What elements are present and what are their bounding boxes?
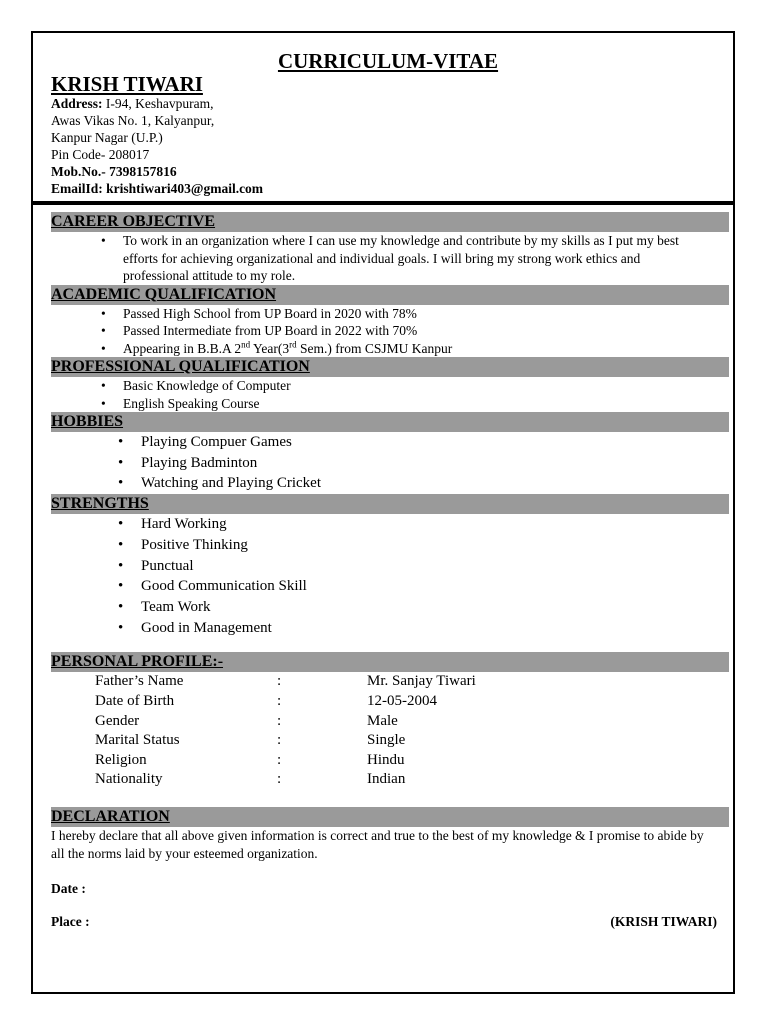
profile-separator: :: [277, 732, 282, 749]
email-id: EmailId: krishtiwari403@gmail.com: [51, 181, 264, 196]
personal-profile-table: [95, 672, 725, 790]
academic-list: [51, 305, 725, 358]
place-label: Place :: [51, 913, 90, 929]
document-title: CURRICULUM-VITAE: [277, 49, 499, 73]
header-divider: [33, 201, 733, 205]
profile-row: [95, 692, 725, 712]
list-item: • Good Communication Skill: [51, 576, 725, 597]
profile-label: Religion: [95, 751, 147, 768]
profile-label: Father’s Name: [95, 673, 184, 690]
mobile-number: Mob.No.- 7398157816: [51, 164, 177, 179]
profile-row: [95, 770, 725, 790]
item-text: Year(3: [250, 340, 290, 356]
pin-code: Pin Code- 208017: [51, 147, 150, 162]
declaration-text: I hereby declare that all above given information is correct and true to the best of my knowledge & I promise to abide by all the norms laid by your esteemed organization.: [51, 827, 704, 861]
profile-value: Mr. Sanjay Tiwari: [367, 673, 476, 690]
list-item: • English Speaking Course: [51, 395, 725, 413]
profile-label: Nationality: [95, 771, 163, 788]
list-item: • Passed Intermediate from UP Board in 2022 with 70%: [51, 322, 725, 340]
profile-separator: :: [277, 751, 282, 768]
address-text: I-94, Keshavpuram,: [102, 96, 214, 111]
section-heading-declaration: DECLARATION: [51, 807, 729, 827]
section-heading-hobbies: HOBBIES: [51, 412, 729, 432]
profile-separator: :: [277, 692, 282, 709]
resume-content: [51, 33, 725, 930]
section-heading-academic: ACADEMIC QUALIFICATION: [51, 285, 729, 305]
date-label: Date :: [51, 880, 86, 896]
address-line-1: [51, 95, 725, 112]
list-item: • Playing Compuer Games: [51, 432, 725, 453]
profile-label: Gender: [95, 712, 140, 729]
place-row: [51, 914, 725, 930]
list-item: • Good in Management: [51, 618, 725, 639]
strengths-list: [51, 514, 725, 638]
address-line-2: Awas Vikas No. 1, Kalyanpur,: [51, 113, 215, 128]
profile-value: Male: [367, 712, 398, 729]
list-item: [51, 340, 725, 358]
resume-page: [31, 31, 735, 994]
list-item: • To work in an organization where I can use my knowledge and contribute by my skills as I put my best efforts for achieving organizational and individual goals. I will bring my strong work ethics and professional attitude to my role.: [51, 232, 725, 285]
profile-row: [95, 731, 725, 751]
list-item: • Hard Working: [51, 514, 725, 535]
profile-value: 12-05-2004: [367, 692, 437, 709]
address-label: Address:: [51, 96, 103, 111]
list-item: • Watching and Playing Cricket: [51, 473, 725, 494]
signature: (KRISH TIWARI): [610, 913, 717, 929]
section-heading-profile: PERSONAL PROFILE:-: [51, 652, 729, 672]
profile-label: Marital Status: [95, 732, 180, 749]
item-text: Appearing in B.B.A 2: [123, 340, 242, 356]
career-list: [51, 232, 725, 285]
contact-block: [51, 95, 725, 197]
list-item: • Passed High School from UP Board in 2020 with 78%: [51, 305, 725, 323]
profile-separator: :: [277, 771, 282, 788]
list-item: • Playing Badminton: [51, 453, 725, 474]
candidate-name: KRISH TIWARI: [51, 72, 203, 96]
profile-row: [95, 672, 725, 692]
list-item: • Team Work: [51, 597, 725, 618]
list-item: • Basic Knowledge of Computer: [51, 377, 725, 395]
section-heading-strengths: STRENGTHS: [51, 494, 729, 514]
superscript: rd: [289, 339, 297, 349]
item-text: Sem.) from CSJMU Kanpur: [296, 340, 453, 356]
profile-separator: :: [277, 712, 282, 729]
list-item: • Positive Thinking: [51, 535, 725, 556]
professional-list: [51, 377, 725, 412]
profile-row: [95, 751, 725, 771]
profile-label: Date of Birth: [95, 692, 175, 709]
address-line-3: Kanpur Nagar (U.P.): [51, 130, 163, 145]
hobbies-list: [51, 432, 725, 494]
profile-separator: :: [277, 673, 282, 690]
profile-value: Hindu: [367, 751, 405, 768]
date-row: [51, 881, 725, 897]
section-heading-professional: PROFESSIONAL QUALIFICATION: [51, 357, 729, 377]
profile-value: Indian: [367, 771, 406, 788]
profile-row: [95, 712, 725, 732]
section-heading-career: CAREER OBJECTIVE: [51, 212, 729, 232]
superscript: nd: [241, 339, 251, 349]
profile-value: Single: [367, 732, 406, 749]
list-item: • Punctual: [51, 556, 725, 577]
